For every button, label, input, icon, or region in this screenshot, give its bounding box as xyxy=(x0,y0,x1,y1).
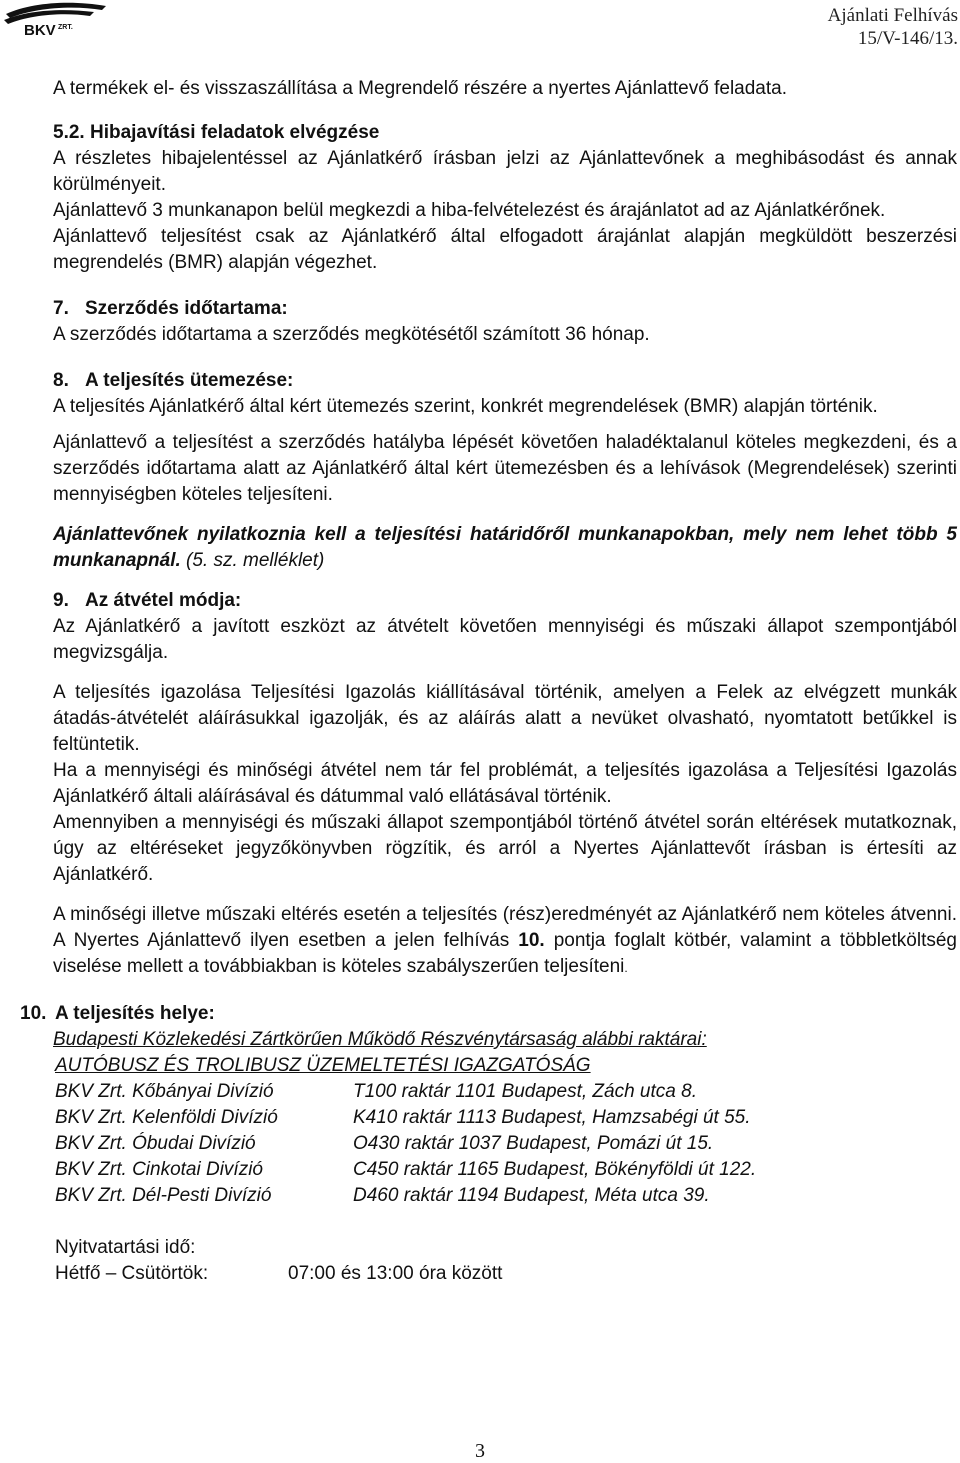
section-10-heading xyxy=(20,1001,957,1027)
section-8-p1: A teljesítés Ajánlatkérő által kért ütemezés szerint, konkrét megrendelések (BMR) alapján történik. xyxy=(53,396,878,417)
section-9-p5-ref: 10. xyxy=(518,930,545,951)
section-9-p1: Az Ajánlatkérő a javított eszközt az átvételt követően mennyiségi és műszaki állapot szempontjából megvizsgálja. xyxy=(53,616,957,663)
section-7-heading xyxy=(53,296,957,322)
section-8-p3-bold: Ajánlattevőnek nyilatkoznia kell a teljesítési határidőről munkanapokban, mely nem lehet több 5 munkanapnál. xyxy=(53,524,957,571)
section-8-heading xyxy=(53,368,957,394)
section-10-title: A teljesítés helye: xyxy=(55,1003,215,1024)
section-5-2-p1: A részletes hibajelentéssel az Ajánlatkérő írásban jelzi az Ajánlattevőnek a meghibásodást és annak körülményeit. xyxy=(53,148,957,195)
location-row xyxy=(55,1105,756,1131)
hours-label: Nyitvatartási idő: xyxy=(55,1237,196,1258)
location-row xyxy=(55,1131,756,1157)
section-9-p5 xyxy=(53,902,957,981)
section-7-number: 7. xyxy=(53,298,69,319)
section-5-2-p2: Ajánlattevő 3 munkanapon belül megkezdi a hiba-felvételezést és árajánlatot ad az Ajánlatkérőnek. xyxy=(53,200,886,221)
section-10-number: 10. xyxy=(20,1003,47,1024)
section-9-p5-a: A minőségi illetve műszaki eltérés esetén a teljesítés (rész)eredményét az Ajánlatkérő nem köteles átvenni. A Nyertes Ajánlattevő ilyen esetben a jelen felhívás xyxy=(53,904,957,951)
section-9-p3: Ha a mennyiségi és minőségi átvétel nem tár fel problémát, a teljesítés igazolása a Teljesítési Igazolás Ajánlatkérő általi aláírásával és dátummal való ellátásával történik. xyxy=(53,760,957,807)
location-address: T100 raktár 1101 Budapest, Zách utca 8. xyxy=(353,1081,697,1102)
location-division-name: BKV Zrt. Kelenföldi Divízió xyxy=(55,1107,278,1128)
header-doc-info xyxy=(828,4,958,50)
hours-time: 07:00 és 13:00 óra között xyxy=(288,1263,503,1284)
section-8-p3-tail: (5. sz. melléklet) xyxy=(180,550,325,571)
section-10-company: Budapesti Közlekedési Zártkörűen Működő Részvénytársaság alábbi raktárai: xyxy=(53,1029,707,1050)
location-address: O430 raktár 1037 Budapest, Pomázi út 15. xyxy=(353,1133,714,1154)
section-5-2-p3: Ajánlattevő teljesítést csak az Ajánlatkérő által elfogadott árajánlat alapján megküldött beszerzési megrendelés (BMR) alapján végezhet. xyxy=(53,226,957,273)
location-row xyxy=(55,1183,756,1209)
doc-number: 15/V-146/13. xyxy=(857,28,958,49)
location-address: C450 raktár 1165 Budapest, Bökényföldi út 122. xyxy=(353,1159,757,1180)
location-address: K410 raktár 1113 Budapest, Hamzsabégi út 55. xyxy=(353,1107,751,1128)
section-9-heading xyxy=(53,588,957,614)
location-division-name: BKV Zrt. Kőbányai Divízió xyxy=(55,1081,274,1102)
logo-sup: ZRT. xyxy=(58,24,73,31)
logo-text: BKV xyxy=(24,22,56,39)
page-number: 3 xyxy=(475,1440,485,1462)
section-9-title: Az átvétel módja: xyxy=(85,590,242,611)
section-8-number: 8. xyxy=(53,370,69,391)
section-9-p2: A teljesítés igazolása Teljesítési Igazolás kiállításával történik, amelyen a Felek az elvégzett munkák átadás-átvételét aláírásukkal igazolják, és az aláírás alatt a nevüket olvasható, nyomtatott betűkkel is feltüntetik. xyxy=(53,682,957,755)
location-division-name: BKV Zrt. Cinkotai Divízió xyxy=(55,1159,263,1180)
intro-paragraph: A termékek el- és visszaszállítása a Megrendelő részére a nyertes Ajánlattevő feladata. xyxy=(53,78,787,99)
section-8-p2: Ajánlattevő a teljesítést a szerződés hatályba lépését követően haladéktalanul köteles megkezdeni, és a szerződés időtartama alatt az Ajánlatkérő által kért ütemezésben és a lehívások (Megrendelések) szerinti mennyiségben köteles teljesíteni. xyxy=(53,432,957,505)
section-9-p5-end: . xyxy=(624,961,628,975)
hours-row xyxy=(55,1261,957,1287)
section-10-division: AUTÓBUSZ ÉS TROLIBUSZ ÜZEMELTETÉSI IGAZGATÓSÁG xyxy=(55,1055,591,1076)
page-header xyxy=(0,0,960,60)
locations-table xyxy=(55,1079,756,1209)
location-address: D460 raktár 1194 Budapest, Méta utca 39. xyxy=(353,1185,710,1206)
location-division-name: BKV Zrt. Óbudai Divízió xyxy=(55,1133,256,1154)
section-7-title: Szerződés időtartama: xyxy=(85,298,288,319)
hours-days: Hétfő – Csütörtök: xyxy=(55,1263,209,1284)
section-9-p5-c: pontja foglalt kötbér, valamint a többletköltség viselése mellett a továbbiakban is köteles szabályszerűen teljesíteni xyxy=(53,930,958,977)
bkv-logo xyxy=(2,0,110,40)
section-9-p4: Amennyiben a mennyiségi és műszaki állapot szempontjából történő átvétel során eltérések mutatkoznak, úgy az eltéréseket jegyzőkönyvben rögzítik, és arról a Nyertes Ajánlattevőt írásban is értesíti az Ajánlatkérő. xyxy=(53,812,957,885)
section-8-p3 xyxy=(53,522,957,574)
section-9-number: 9. xyxy=(53,590,69,611)
section-8-title: A teljesítés ütemezése: xyxy=(85,370,294,391)
location-division-name: BKV Zrt. Dél-Pesti Divízió xyxy=(55,1185,272,1206)
location-row xyxy=(55,1079,756,1105)
section-7-p1: A szerződés időtartama a szerződés megkötésétől számított 36 hónap. xyxy=(53,324,650,345)
document-body xyxy=(20,76,958,1287)
location-row xyxy=(55,1157,756,1183)
section-5-2-title: 5.2. Hibajavítási feladatok elvégzése xyxy=(53,122,380,143)
doc-title: Ajánlati Felhívás xyxy=(827,5,958,26)
